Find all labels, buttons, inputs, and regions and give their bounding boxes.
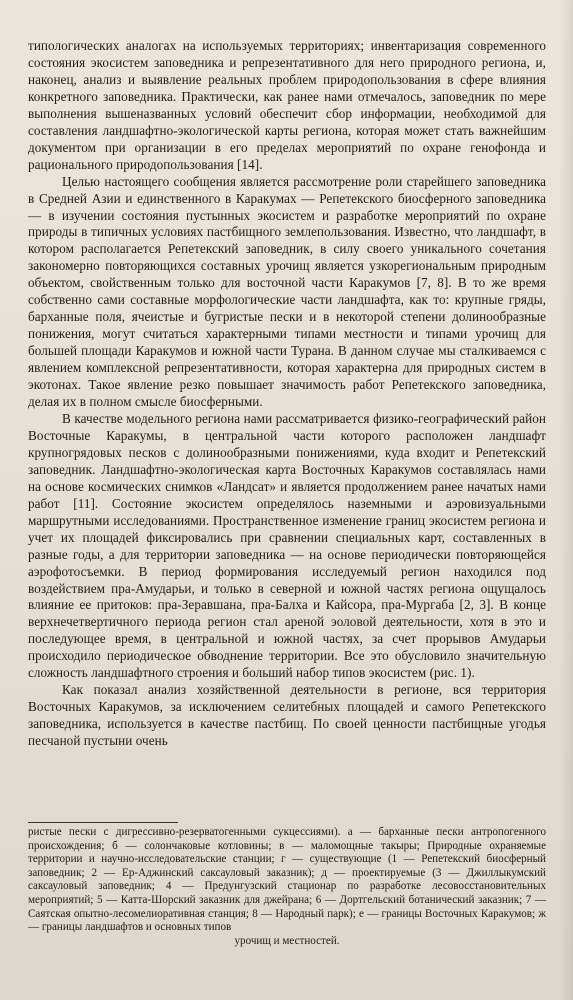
paragraph-4: Как показал анализ хозяйственной деятельности в регионе, вся территория Восточных Каракумов, за исключением селитебных площадей и самого Репетекского заповедника, используется в качестве пастбищ. По своей ценности пастбищные угодья песчаной пустыни очень (28, 682, 546, 749)
footnote-text: ристые пески с дигрессивно-резерватогенными сукцессиями). а — барханные пески антропогенного происхождения; б — солончаковые котловины; в — маломощные такыры; Природные охраняемые территории и научно-исследовательские станции; г — существующие (1 — Репетекский биосферный заповедник; 2 — Ер-Аджинский саксауловый заказник); д — проектируемые (3 — Джиллыкумский саксауловый заповедник; 4 — Предунгузский стационар по разработке лесовосстановительных мероприятий; 5 — Катта-Шорский заказник для джейрана; 6 — Дортгельский ботанический заказник; 7 — Саятская опытно-лесомелиоративная станция; 8 — Народный парк); е — границы Восточных Каракумов; ж — границы ландшафтов и основных типов (28, 826, 546, 934)
paragraph-2: Целью настоящего сообщения является рассмотрение роли старейшего заповедника в Средней Азии и единственного в Каракумах — Репетекского биосферного заповедника — в изучении состояния пустынных экосистем и разработке мероприятий по охране природы в типичных условиях пастбищного землепользования. Известно, что ландшафт, в котором располагается Репетекский заповедник, в силу своего уникального сочетания закономерно повторяющихся составных урочищ является узкорегиональным природным объектом, свойственным только для восточной части Каракумов [7, 8]. В то же время собственно сами составные морфологические части ландшафта, как то: крупные гряды, барханные поля, ячеистые и бугристые пески и в некоторой степени долинообразные понижения, могут считаться характерными типами местности и типами урочищ для большей площади Каракумов и южной части Турана. В данном случае мы сталкиваемся с явлением комплексной репрезентативности, которая характерна для природных систем в экотонах. Такое явление резко повышает значимость работ Репетекского заповедника, делая их в полном смысле биосферными. (28, 173, 546, 410)
figure-caption-continuation (28, 826, 546, 948)
paragraph-3: В качестве модельного региона нами рассматривается физико-географический район Восточные Каракумы, в центральной части которого расположен ландшафт крупногрядовых песков с долинообразными понижениями, куда входит и Репетекский заповедник. Ландшафтно-экологическая карта Восточных Каракумов составлялась нами на основе космических снимков «Ландсат» и является продолжением ранее начатых нами работ [11]. Состояние экосистем определялось наземными и аэровизуальными маршрутными исследованиями. Пространственное изменение границ экосистем региона и учет их площадей фиксировались при сравнении специальных карт, составленных в разные годы, а для территории заповедника — на основе периодически повторяющейся аэрофотосъемки. В период формирования исследуемый регион находился под воздействием пра-Амударьи, и только в северной и южной частях региона ощущалось влияние ее притоков: пра-Зеравшана, пра-Балха и Кайсора, пра-Мургаба [2, 3]. В конце верхнечетвертичного периода регион стал ареной эоловой деятельности, хотя в это и последующее время, в центральной и южной частях, за счет прорывов Амударьи происходило периодическое обводнение территории. Все это обусловило значительную сложность ландшафтного строения и больший набор типов экосистем (рис. 1). (28, 410, 546, 681)
page-edge-shadow (559, 0, 573, 1000)
footnote-last-line: урочищ и местностей. (234, 934, 340, 947)
paragraph-1: типологических аналогах на используемых территориях; инвентаризация современного состояния экосистем заповедника и репрезентативного для него природного региона, и, наконец, анализ и выявление реальных проблем природопользования в сфере влияния конкретного заповедника. Практически, как ранее нами отмечалось, заповедник по мере выполнения вышеназванных условий обеспечит сбор информации, необходимой для составления ландшафтно-экологической карты региона, которая может стать важнейшим документом при организации в его пределах мероприятий по охране генофонда и рационального природопользования [14]. (28, 38, 546, 172)
footnote-rule (28, 822, 178, 823)
main-text (28, 38, 546, 750)
